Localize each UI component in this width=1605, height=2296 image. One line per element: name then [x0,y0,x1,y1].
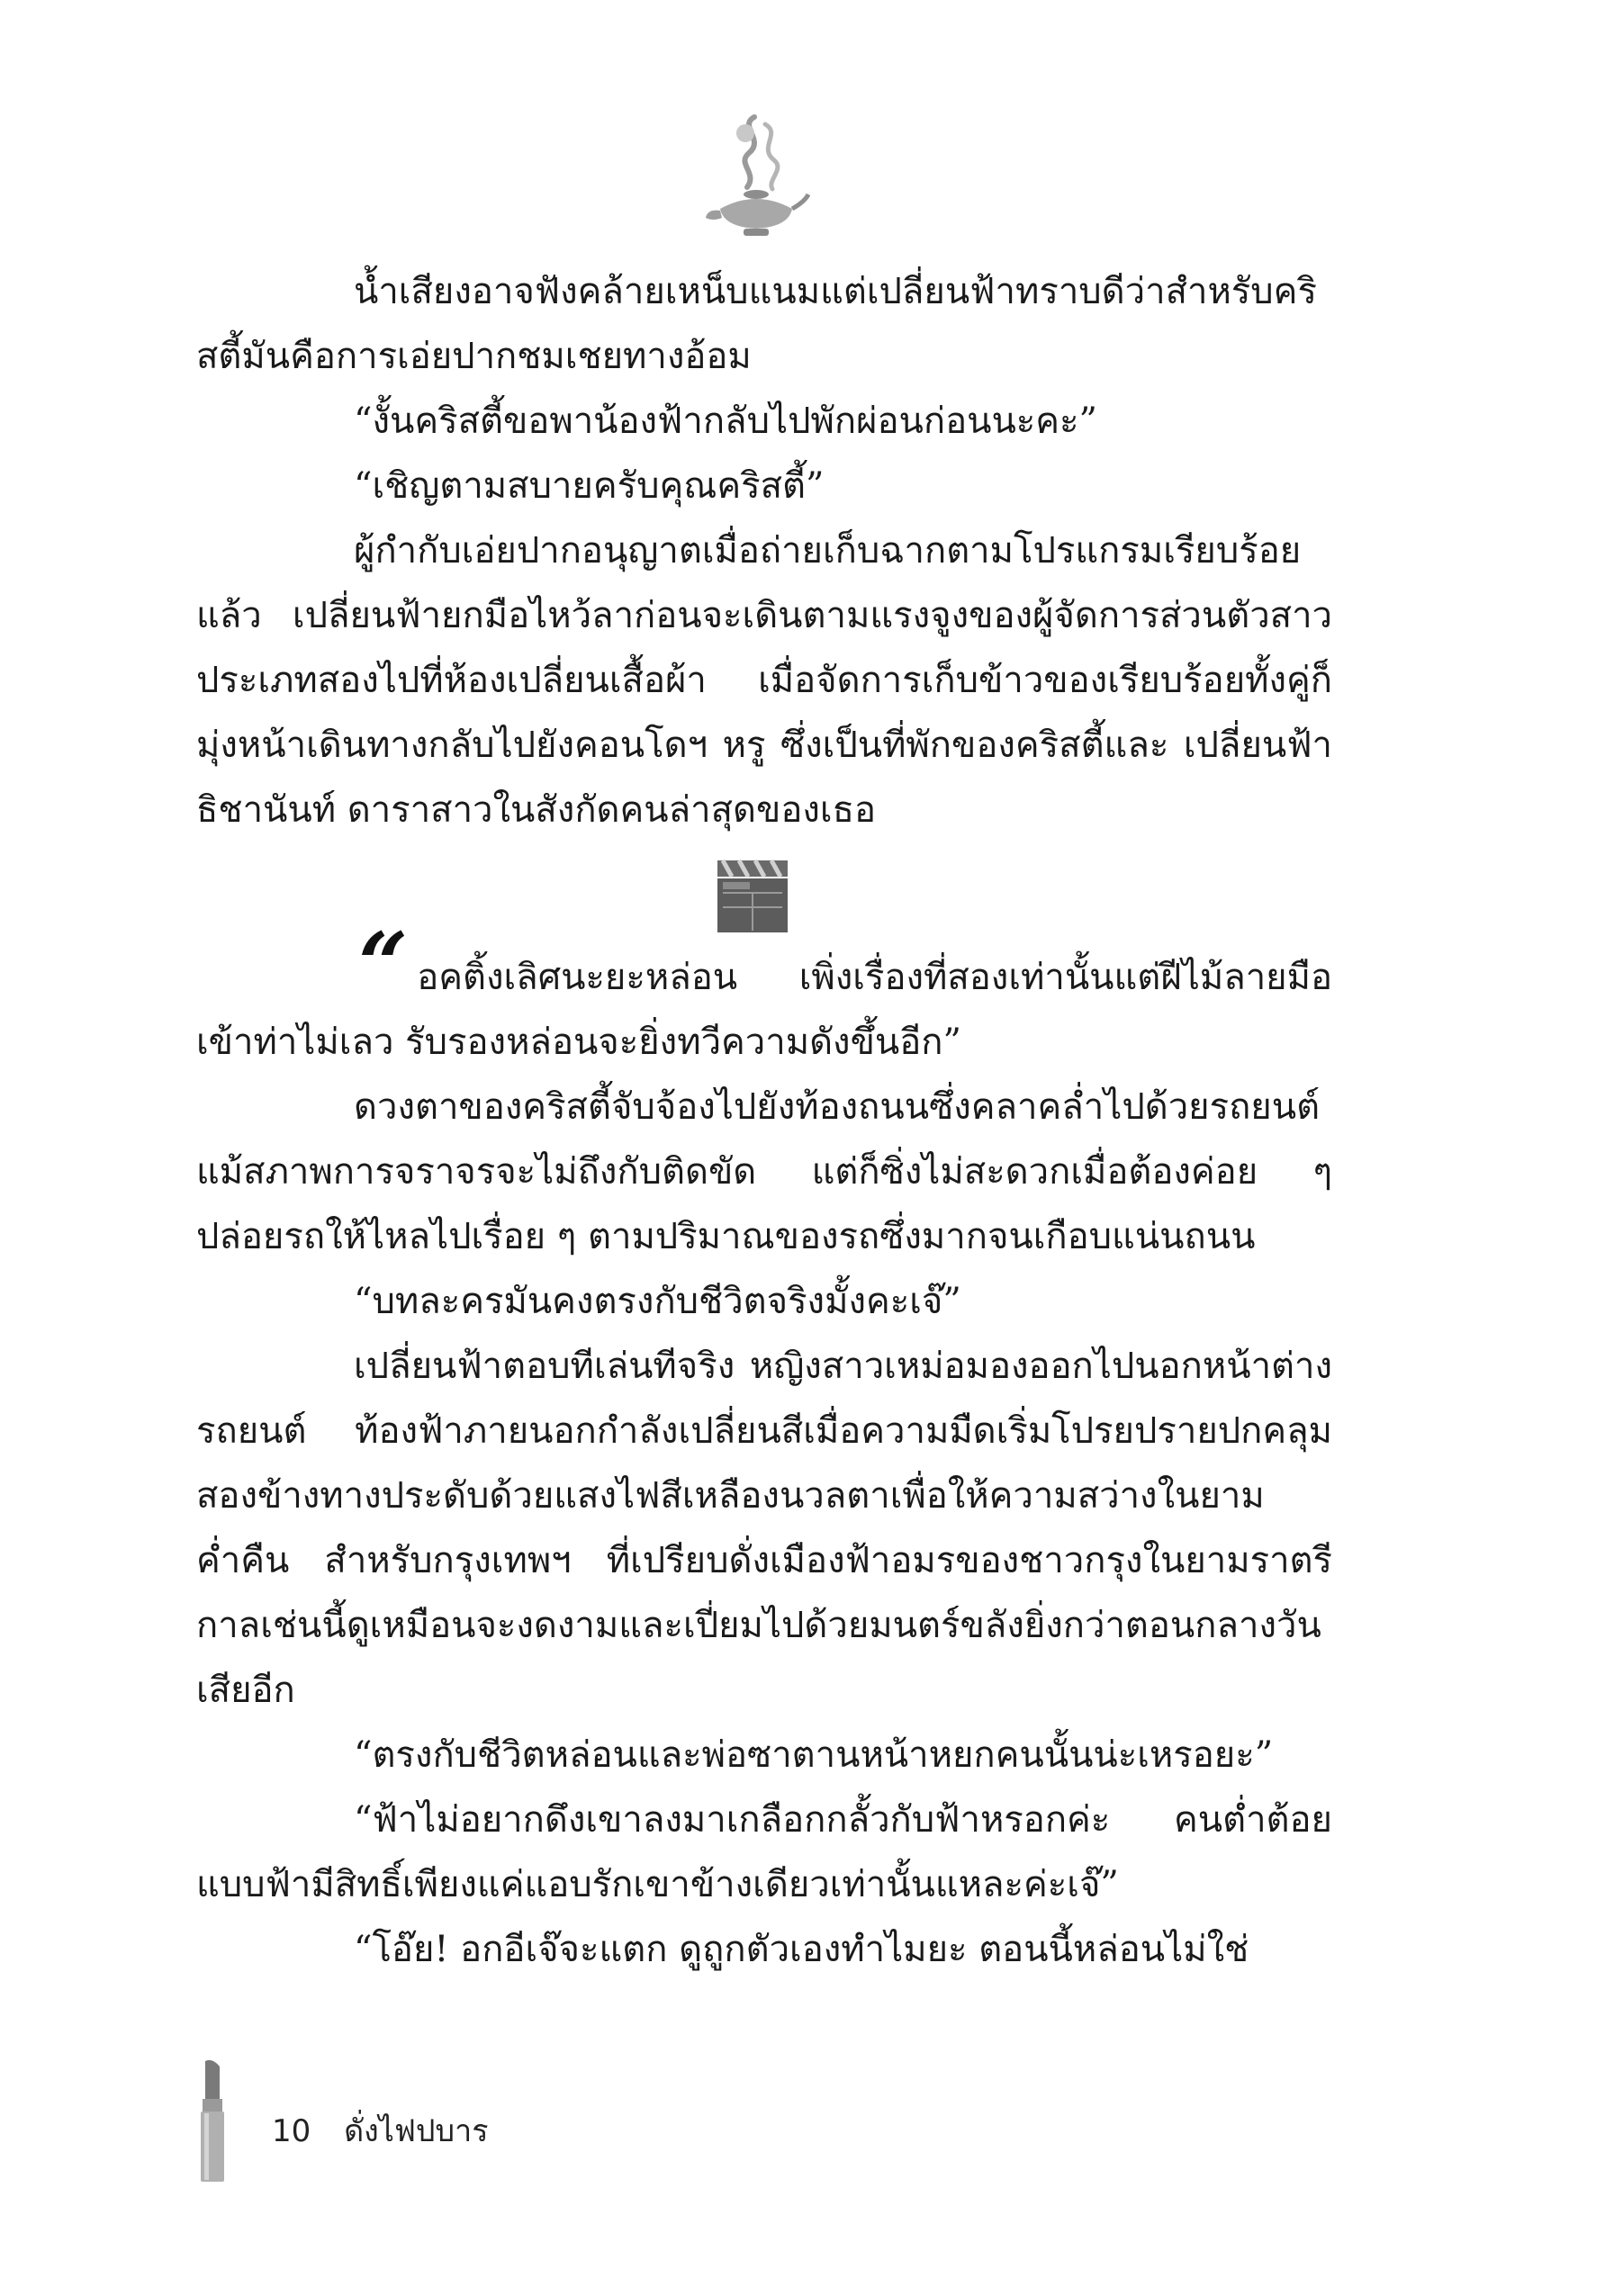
dialogue-line: “ตรงกับชีวิตหล่อนและพ่อซาตานหน้าหยกคนนั้นน่ะเหรอยะ” [354,1734,1274,1776]
page-footer [272,2106,511,2155]
magic-lamp-ornament [702,108,810,243]
paragraph: น้ำเสียงอาจฟังคล้ายเหน็บแนมแต่เปลี่ยนฟ้าทราบดีว่าสำหรับคริสตี้มันคือการเอ่ยปากชมเชยทางอ้อม [196,271,1317,377]
big-quote-mark: “ [358,914,409,1015]
clapperboard-icon [716,855,789,934]
text-block-bottom [196,914,1332,1982]
paragraph: เปลี่ยนฟ้าตอบทีเล่นทีจริง หญิงสาวเหม่อมองออกไปนอกหน้าต่างรถยนต์ ท้องฟ้าภายนอกกำลังเปลี่ยนสีเมื่อความมืดเริ่มโปรยปรายปกคลุม สองข้างทางประดับด้วยแสงไฟสีเหลืองนวลตาเพื่อให้ความสว่างในยามค่ำคืน สำหรับกรุงเทพฯ ที่เปรียบดั่งเมืองฟ้าอมรของชาวกรุงในยามราตรีกาลเช่นนี้ดูเหมือนจะงดงามและเปี่ยมไปด้วยมนตร์ขลังยิ่งกว่าตอนกลางวันเสียอีก [196,1346,1332,1711]
dialogue-line: “โอ๊ย! อกอีเจ๊จะแตก ดูถูกตัวเองทำไมยะ ตอนนี้หล่อนไม่ใช่ [354,1929,1249,1970]
dialogue-line: “บทละครมันคงตรงกับชีวิตจริงมั้งคะเจ๊” [354,1281,961,1322]
dialogue-line: “ฟ้าไม่อยากดึงเขาลงมาเกลือกกลั้วกับฟ้าหรอกค่ะ คนต่ำต้อยแบบฟ้ามีสิทธิ์เพียงแค่แอบรักเขาข้างเดียวเท่านั้นแหละค่ะเจ๊” [196,1799,1332,1905]
lipstick-icon [196,2057,229,2183]
dialogue-line: “เชิญตามสบายครับคุณคริสตี้” [354,465,825,507]
page-number: 10 [272,2113,311,2149]
opening-paragraph-text: อคติ้งเลิศนะยะหล่อน เพิ่งเรื่องที่สองเท่านั้นแต่ฝีไม้ลายมือเข้าท่าไม่เลว รับรองหล่อนจะยิ่งทวีความดังขึ้นอีก” [196,957,1332,1063]
dialogue-line: “งั้นคริสตี้ขอพาน้องฟ้ากลับไปพักผ่อนก่อนนะคะ” [354,401,1097,442]
text-block-top [196,259,1332,842]
opening-paragraph [196,914,1332,1075]
paragraph: ผู้กำกับเอ่ยปากอนุญาตเมื่อถ่ายเก็บฉากตามโปรแกรมเรียบร้อยแล้ว เปลี่ยนฟ้ายกมือไหว้ลาก่อนจะเดินตามแรงจูงของผู้จัดการส่วนตัวสาวประเภทสองไปที่ห้องเปลี่ยนเสื้อผ้า เมื่อจัดการเก็บข้าวของเรียบร้อยทั้งคู่ก็มุ่งหน้าเดินทางกลับไปยังคอนโดฯ หรู ซึ่งเป็นที่พักของคริสตี้และ เปลี่ยนฟ้า ธิชานันท์ ดาราสาวในสังกัดคนล่าสุดของเธอ [196,530,1332,831]
book-title: ดั่งไฟปบาร [344,2113,489,2149]
paragraph: ดวงตาของคริสตี้จับจ้องไปยังท้องถนนซึ่งคลาคล่ำไปด้วยรถยนต์ แม้สภาพการจราจรจะไม่ถึงกับติดขัด แต่ก็ซิ่งไม่สะดวกเมื่อต้องค่อย ๆ ปล่อยรถให้ไหลไปเรื่อย ๆ ตามปริมาณของรถซึ่งมากจนเกือบแน่นถนน [196,1086,1332,1257]
